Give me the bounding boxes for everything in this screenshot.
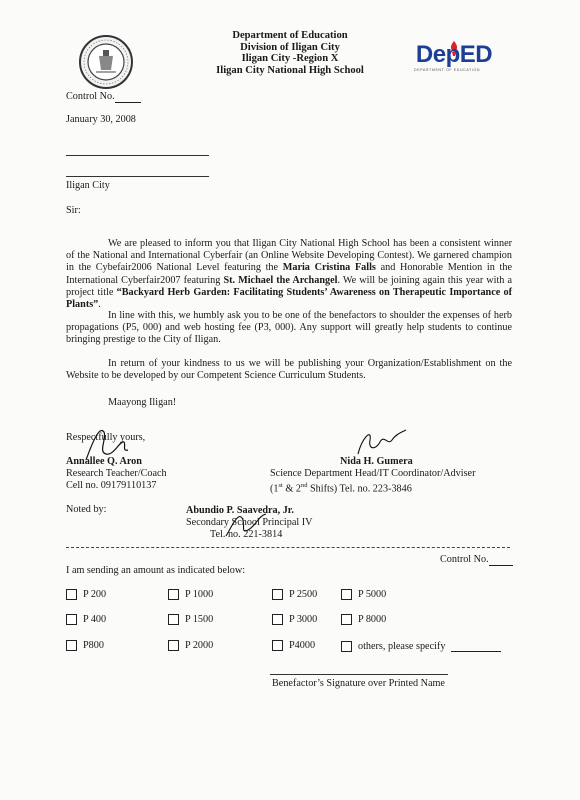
form-instruction: I am sending an amount as indicated below:	[66, 565, 246, 576]
benefactor-signature-line	[270, 674, 448, 675]
option-p3000[interactable]	[272, 614, 317, 625]
deped-logo-text: DepED	[415, 41, 493, 68]
option-label: others, please specify	[358, 640, 446, 652]
option-p4000[interactable]	[272, 640, 315, 651]
checkbox[interactable]	[66, 640, 77, 651]
signatory-2-shifts	[270, 480, 510, 495]
shifts-sup-2: nd	[300, 481, 308, 489]
form-control-number-label: Control No.	[440, 554, 489, 565]
letter-date: January 30, 2008	[66, 114, 136, 125]
option-label: P 2000	[185, 640, 214, 651]
recipient-city: Iligan City	[66, 180, 110, 191]
cut-line	[66, 547, 510, 548]
signatory-1-contact: Cell no. 09179110137	[66, 479, 157, 491]
signatory-1-title: Research Teacher/Coach	[66, 467, 167, 479]
school-seal-logo	[78, 34, 134, 90]
recipient-name-line	[66, 155, 209, 156]
checkbox[interactable]	[272, 614, 283, 625]
benefactor-signature-label: Benefactor’s Signature over Printed Name	[272, 678, 445, 689]
option-p2500[interactable]	[272, 589, 317, 600]
checkbox[interactable]	[341, 614, 352, 625]
letterhead-line-2: Division of Iligan City	[240, 41, 340, 53]
control-number-blank	[115, 91, 141, 103]
option-label: P4000	[289, 640, 316, 651]
checkbox[interactable]	[168, 589, 179, 600]
complimentary-close: Respectfully yours,	[66, 432, 146, 443]
option-label: P 3000	[289, 614, 318, 625]
option-label: P 200	[83, 589, 107, 600]
option-p5000[interactable]	[341, 589, 386, 600]
option-others[interactable]	[341, 640, 501, 652]
option-p1000[interactable]	[168, 589, 213, 600]
control-number	[66, 91, 141, 103]
para1-text-1: We are pleased to inform you that Iligan City National High School has been a consistent winner of the National and International Cyberfair (an Online Website Developing Contest). We garnered champion in the Cybefair2006 National Level featuring the	[66, 238, 512, 274]
shifts-mid: & 2	[282, 482, 301, 494]
deped-logo-tagline: DEPARTMENT OF EDUCATION	[414, 68, 481, 72]
option-p400[interactable]	[66, 614, 106, 625]
shifts-suffix: Shifts) Tel. no. 223-3846	[307, 482, 412, 494]
para1-text-2: and Honorable Mention in the International Cyberfair2007 featuring	[66, 262, 512, 286]
checkbox[interactable]	[341, 589, 352, 600]
checkbox[interactable]	[168, 640, 179, 651]
para1-bold-1: Maria Cristina Falls	[282, 262, 376, 274]
deped-logo	[408, 40, 500, 74]
option-label: P 5000	[358, 589, 387, 600]
para1-project-title: “Backyard Herb Garden: Facilitating Students’ Awareness on Therapeutic Importance of Plants”	[66, 286, 512, 311]
option-label: P 1500	[185, 614, 214, 625]
signatory-2-name: Nida H. Gumera	[340, 456, 413, 467]
signatory-2-title: Science Department Head/IT Coordinator/Adviser	[270, 467, 476, 479]
letterhead-line-3: Iligan City -Region X	[241, 53, 339, 65]
signatory-3-name: Abundio P. Saavedra, Jr.	[186, 505, 294, 516]
option-p800[interactable]	[66, 640, 104, 651]
form-control-number-blank	[489, 554, 513, 566]
shifts-sup-1: st	[278, 481, 283, 489]
shifts-prefix: (1	[270, 482, 279, 494]
para1-text-4: .	[98, 299, 101, 311]
checkbox[interactable]	[341, 641, 352, 652]
option-label: P 2500	[289, 589, 318, 600]
checkbox[interactable]	[66, 614, 77, 625]
option-p1500[interactable]	[168, 614, 213, 625]
signatory-block-3	[186, 505, 312, 540]
closing-greeting: Maayong Iligan!	[108, 397, 177, 408]
letterhead-line-1: Department of Education	[232, 30, 348, 41]
para1-text-3: . We will be joining again this year with a project title	[66, 274, 512, 298]
form-control-number	[440, 554, 513, 566]
checkbox[interactable]	[272, 640, 283, 651]
letterhead	[160, 30, 420, 76]
option-label: P 400	[83, 614, 107, 625]
signatory-1-name: Annallee Q. Aron	[66, 456, 142, 467]
para1-bold-2: St. Michael the Archangel	[223, 274, 338, 286]
option-p2000[interactable]	[168, 640, 213, 651]
option-label: P 8000	[358, 614, 387, 625]
others-specify-blank[interactable]	[451, 640, 501, 652]
signatory-block-2	[270, 456, 510, 495]
signatory-3-title: Secondary School Principal IV	[186, 516, 313, 528]
signatory-3-contact: Tel. no. 221-3814	[210, 528, 283, 540]
letterhead-line-4: Iligan City National High School	[216, 64, 364, 76]
option-label: P 1000	[185, 589, 214, 600]
checkbox[interactable]	[272, 589, 283, 600]
checkbox[interactable]	[168, 614, 179, 625]
signatory-block-1	[66, 456, 167, 491]
control-number-label: Control No.	[66, 91, 115, 102]
recipient-position-line	[66, 176, 209, 177]
body-paragraph-2: In line with this, we humbly ask you to be one of the benefactors to shoulder the expenses of herb propagations (P5, 000) and web hosting fee (P3, 000). Any support will greatly help students to continue bringing prestige to the City of Iligan.	[66, 310, 512, 346]
body-paragraph-3: In return of your kindness to us we will be publishing your Organization/Establishment on the Website to be developed by our Competent Science Curriculum Students.	[66, 358, 512, 382]
body-paragraph-1	[66, 238, 512, 311]
option-p200[interactable]	[66, 589, 106, 600]
salutation: Sir:	[66, 205, 81, 216]
noted-by-label: Noted by:	[66, 504, 107, 515]
checkbox[interactable]	[66, 589, 77, 600]
option-label: P800	[83, 640, 104, 651]
option-p8000[interactable]	[341, 614, 386, 625]
